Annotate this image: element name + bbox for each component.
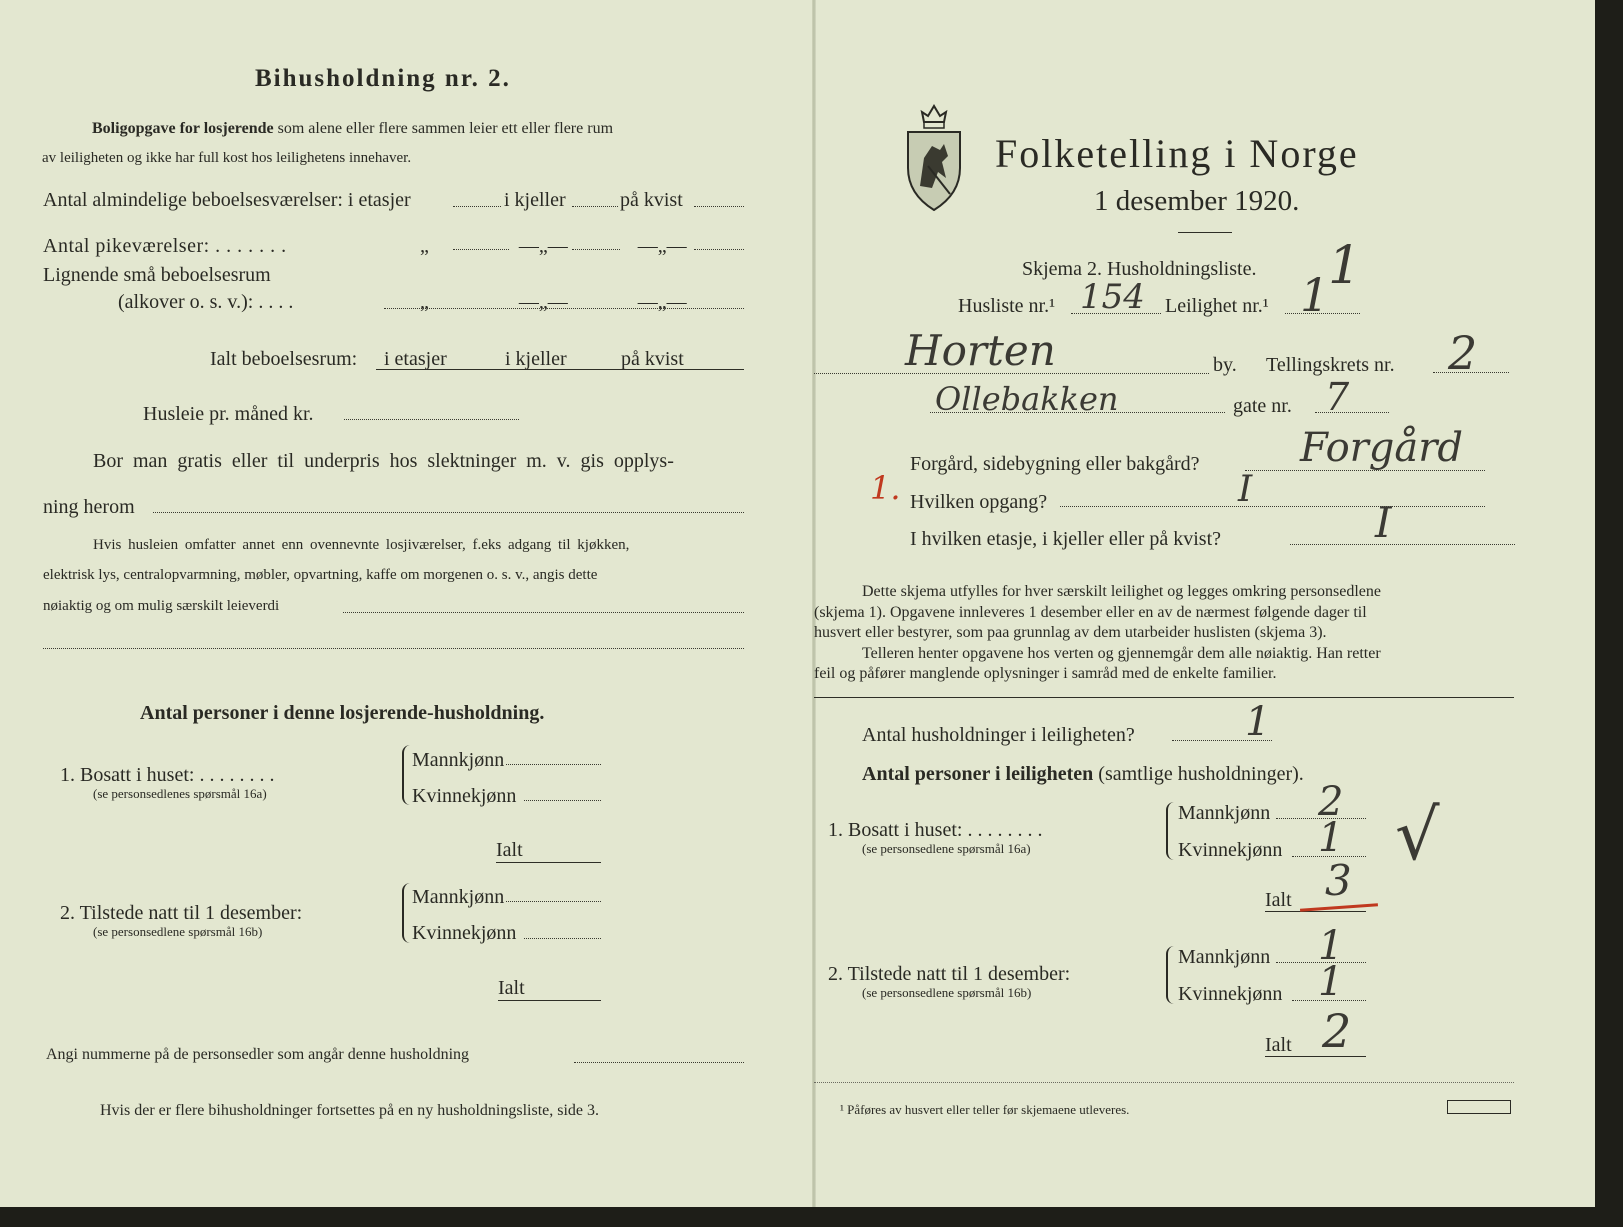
hw-tilstede-mann: 1 bbox=[1318, 923, 1344, 969]
left-tilstede-kvinne: Kvinnekjønn bbox=[412, 922, 517, 944]
hvis-line bbox=[343, 612, 744, 613]
angi-line bbox=[574, 1062, 744, 1063]
ialt-kjeller: i kjeller bbox=[505, 348, 567, 370]
rooms-etasjer-line bbox=[453, 206, 501, 207]
left-bosatt-ialt-rule bbox=[496, 862, 601, 863]
left-bosatt-kvinne-line bbox=[524, 800, 601, 801]
left-tilstede-mann-line bbox=[506, 901, 601, 902]
footnote-rule bbox=[814, 1082, 1514, 1083]
hw-forgaard: Forgård bbox=[1300, 425, 1463, 471]
hw-etasje: I bbox=[1375, 498, 1392, 547]
opgang-line bbox=[1060, 506, 1485, 507]
intro-line-1 bbox=[92, 121, 613, 137]
left-bosatt-mann-line bbox=[506, 764, 601, 765]
scan-edge-bottom bbox=[0, 1207, 1623, 1227]
left-bosatt-kvinne: Kvinnekjønn bbox=[412, 785, 517, 807]
intro-rest: som alene eller flere sammen leier ett eller flere rum bbox=[277, 120, 614, 137]
right-date: 1 desember 1920. bbox=[1094, 185, 1300, 217]
left-bosatt-brace bbox=[402, 745, 410, 805]
right-tilstede-brace bbox=[1166, 946, 1174, 1004]
printer-stamp bbox=[1447, 1100, 1511, 1114]
right-tilstede-kvinne: Kvinnekjønn bbox=[1178, 983, 1283, 1005]
left-persons-heading: Antal personer i denne losjerende-husholdning. bbox=[140, 702, 545, 724]
rooms-kvist-line bbox=[694, 206, 744, 207]
hw-leilighet-nr: 1 bbox=[1300, 268, 1330, 322]
hvis-line-2: elektrisk lys, centralopvarmning, møbler, opvartning, kaffe om morgenen o. s. v., angis dette bbox=[43, 567, 598, 583]
hw-antal-hush: 1 bbox=[1245, 699, 1271, 745]
gratis-line-2: ning herom bbox=[43, 496, 135, 518]
right-bosatt-ialt-rule bbox=[1265, 911, 1366, 912]
hw-tilstede-ialt: 2 bbox=[1322, 1004, 1352, 1058]
gate-label: gate nr. bbox=[1233, 395, 1292, 417]
hw-opgang: I bbox=[1238, 469, 1253, 510]
left-bosatt-note: (se personsedlenes spørsmål 16a) bbox=[93, 786, 267, 801]
title-short-rule bbox=[1178, 232, 1232, 233]
rooms-label: Antal almindelige beboelsesværelser: i etasjer bbox=[43, 189, 411, 211]
hw-krets-nr: 2 bbox=[1448, 326, 1478, 380]
krets-label: Tellingskrets nr. bbox=[1266, 354, 1395, 376]
leilighet-label: Leilighet nr.¹ bbox=[1165, 295, 1269, 317]
right-bosatt-mann: Mannkjønn bbox=[1178, 802, 1271, 824]
right-persons-heading-rest: (samtlige husholdninger). bbox=[1098, 763, 1304, 785]
husleie-line bbox=[344, 419, 519, 420]
left-tilstede-kvinne-line bbox=[524, 938, 601, 939]
right-persons-heading-bold: Antal personer i leiligheten bbox=[862, 763, 1094, 785]
pike-line-3 bbox=[694, 249, 744, 250]
right-bosatt-kvinne: Kvinnekjønn bbox=[1178, 839, 1283, 861]
left-footer: Hvis der er flere bihusholdninger fortsettes på en ny husholdningsliste, side 3. bbox=[100, 1102, 600, 1119]
ialt-kvist: på kvist bbox=[621, 348, 684, 370]
hw-red-mark: 1. bbox=[870, 469, 901, 507]
hw-gate: Ollebakken bbox=[935, 380, 1119, 418]
hw-by: Horten bbox=[905, 326, 1056, 375]
ialt-rule bbox=[376, 369, 744, 370]
right-footnote: ¹ Påføres av husvert eller teller før skjemaene utleveres. bbox=[840, 1102, 1130, 1117]
right-tilstede-ialt: Ialt bbox=[1265, 1034, 1292, 1056]
intro-bold: Boligopgave for losjerende bbox=[92, 120, 274, 137]
right-bosatt-ialt: Ialt bbox=[1265, 889, 1292, 911]
intro-line-2: av leiligheten og ikke har full kost hos leilighetens innehaver. bbox=[42, 150, 412, 166]
hw-leilighet-nr-top: 1 bbox=[1328, 236, 1362, 296]
right-title: Folketelling i Norge bbox=[995, 131, 1359, 176]
hw-gate-nr: 7 bbox=[1325, 375, 1350, 419]
pike-line-2 bbox=[572, 249, 620, 250]
pike-line-1 bbox=[453, 249, 509, 250]
husleie-label: Husleie pr. måned kr. bbox=[143, 403, 314, 425]
right-persons-heading bbox=[862, 764, 1304, 784]
lign-line-1 bbox=[384, 308, 744, 309]
gratis-line bbox=[153, 512, 744, 513]
by-label: by. bbox=[1213, 354, 1237, 376]
ialt-rooms-label: Ialt beboelsesrum: bbox=[210, 348, 358, 370]
skjema-label: Skjema 2. Husholdningsliste. bbox=[1022, 258, 1257, 280]
hw-check: √ bbox=[1395, 794, 1440, 876]
rooms-kjeller: i kjeller bbox=[504, 189, 566, 211]
left-tilstede-mann: Mannkjønn bbox=[412, 886, 505, 908]
hw-bosatt-mann: 2 bbox=[1318, 779, 1344, 825]
info-line-3: husvert eller bestyrer, som paa grunnlag av dem utarbeider huslisten (skjema 3). bbox=[814, 624, 1327, 641]
left-tilstede: 2. Tilstede natt til 1 desember: bbox=[60, 902, 303, 924]
left-title: Bihusholdning nr. 2. bbox=[255, 65, 511, 92]
hw-tilstede-kvinne: 1 bbox=[1318, 959, 1344, 1005]
angi-label: Angi nummerne på de personsedler som angår denne husholdning bbox=[46, 1046, 470, 1063]
gratis-line-1: Bor man gratis eller til underpris hos slektninger m. v. gis opplys- bbox=[93, 450, 674, 472]
right-tilstede: 2. Tilstede natt til 1 desember: bbox=[828, 963, 1071, 985]
hvis-line-3: nøiaktig og om mulig særskilt leieverdi bbox=[43, 598, 280, 614]
left-tilstede-ialt-rule bbox=[498, 1000, 601, 1001]
lign-label-2: (alkover o. s. v.): . . . . bbox=[118, 291, 294, 313]
right-bosatt-brace bbox=[1166, 802, 1174, 860]
antal-hush-label: Antal husholdninger i leiligheten? bbox=[862, 724, 1135, 746]
left-tilstede-brace bbox=[402, 883, 410, 943]
norway-coat-of-arms-icon bbox=[902, 96, 966, 214]
scan-edge-right bbox=[1595, 0, 1623, 1227]
hw-bosatt-ialt: 3 bbox=[1325, 856, 1352, 905]
left-bosatt-mann: Mannkjønn bbox=[412, 749, 505, 771]
etasje-label: I hvilken etasje, i kjeller eller på kvist? bbox=[910, 528, 1221, 550]
hvis-line-extra bbox=[43, 648, 744, 649]
hw-bosatt-kvinne: 1 bbox=[1318, 815, 1344, 861]
pike-marks: „ —„— —„— bbox=[420, 235, 687, 257]
info-line-4: Telleren henter opgavene hos verten og gjennemgår dem alle nøiaktig. Han retter bbox=[862, 645, 1381, 662]
rooms-kjeller-line bbox=[572, 206, 618, 207]
forgaard-label: Forgård, sidebygning eller bakgård? bbox=[910, 453, 1200, 475]
right-tilstede-note: (se personsedlene spørsmål 16b) bbox=[862, 985, 1032, 1000]
right-bosatt: 1. Bosatt i huset: . . . . . . . . bbox=[828, 819, 1043, 841]
info-line-2: (skjema 1). Opgavene innleveres 1 desember eller en av de nærmest følgende dager til bbox=[814, 604, 1367, 621]
lign-marks: „ —„— —„— bbox=[420, 291, 687, 313]
ialt-etasjer: i etasjer bbox=[384, 348, 447, 370]
husliste-label: Husliste nr.¹ bbox=[958, 295, 1056, 317]
pike-label: Antal pikeværelser: . . . . . . . bbox=[43, 235, 287, 257]
info-line-1: Dette skjema utfylles for hver særskilt leilighet og legges omkring personsedlene bbox=[862, 583, 1381, 600]
right-bosatt-note: (se personsedlene spørsmål 16a) bbox=[862, 841, 1031, 856]
hw-husliste-nr: 154 bbox=[1080, 277, 1145, 317]
left-tilstede-ialt: Ialt bbox=[498, 977, 525, 999]
left-tilstede-note: (se personsedlene spørsmål 16b) bbox=[93, 924, 263, 939]
lign-label-1: Lignende små beboelsesrum bbox=[43, 264, 271, 286]
rooms-kvist: på kvist bbox=[620, 189, 683, 211]
left-bosatt-ialt: Ialt bbox=[496, 839, 523, 861]
left-bosatt: 1. Bosatt i huset: . . . . . . . . bbox=[60, 764, 275, 786]
opgang-label: Hvilken opgang? bbox=[910, 491, 1048, 513]
hvis-line-1: Hvis husleien omfatter annet enn ovennevnte losjiværelser, f.eks adgang til kjøkken, bbox=[93, 537, 630, 553]
right-tilstede-mann: Mannkjønn bbox=[1178, 946, 1271, 968]
etasje-line bbox=[1290, 544, 1515, 545]
info-rule bbox=[814, 697, 1514, 698]
info-line-5: feil og påfører manglende oplysninger i samråd med de enkelte familier. bbox=[814, 665, 1277, 682]
